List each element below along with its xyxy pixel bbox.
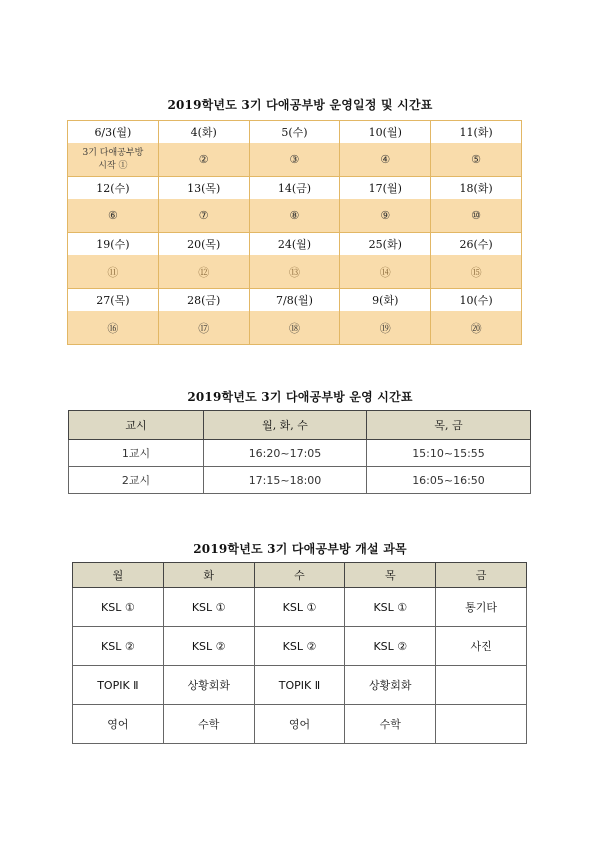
header-thu: 목: [345, 563, 436, 588]
subject-cell: 영어: [254, 705, 345, 744]
schedule-date: 28(금): [158, 289, 249, 312]
schedule-date: 17(월): [340, 177, 431, 200]
time-table-header-row: [69, 411, 531, 440]
schedule-date: 4(화): [158, 121, 249, 144]
time-cell: 15:10~15:55: [367, 440, 531, 467]
period-label: 1교시: [69, 440, 204, 467]
schedule-date: 27(목): [68, 289, 159, 312]
subjects-title: 2019학년도 3기 다애공부방 개설 과목: [193, 542, 407, 556]
time-cell: 17:15~18:00: [204, 467, 367, 494]
time-table: [68, 410, 531, 494]
schedule-date: 20(목): [158, 233, 249, 256]
subject-cell: [436, 666, 527, 705]
subject-cell: 수학: [163, 705, 254, 744]
subject-cell: KSL ②: [163, 627, 254, 666]
schedule-date: 26(수): [431, 233, 522, 256]
schedule-date: 19(수): [68, 233, 159, 256]
subject-cell: [436, 705, 527, 744]
start-label-line1: 3기 다애공부방: [82, 147, 144, 158]
time-cell: 16:20~17:05: [204, 440, 367, 467]
session-number: ⑪: [68, 255, 159, 289]
schedule-date: 7/8(월): [249, 289, 340, 312]
schedule-session-row: [68, 311, 522, 345]
schedule-date-row: [68, 177, 522, 200]
header-mon-wed: 월, 화, 수: [204, 411, 367, 440]
subject-cell: KSL ①: [254, 588, 345, 627]
subject-cell: KSL ①: [163, 588, 254, 627]
session-number: ③: [249, 143, 340, 177]
schedule-date: 10(월): [340, 121, 431, 144]
header-wed: 수: [254, 563, 345, 588]
subject-cell: 상황회화: [345, 666, 436, 705]
header-fri: 금: [436, 563, 527, 588]
session-number: ⑬: [249, 255, 340, 289]
start-label-line2: 시작 ①: [98, 160, 128, 171]
session-number: ⑮: [431, 255, 522, 289]
schedule-start-cell: [68, 143, 159, 177]
session-number: ⑧: [249, 199, 340, 233]
schedule-session-row: [68, 199, 522, 233]
table-row: [73, 627, 527, 666]
session-number: ⑤: [431, 143, 522, 177]
session-number: ⑫: [158, 255, 249, 289]
schedule-session-row: [68, 143, 522, 177]
subject-cell: 영어: [73, 705, 164, 744]
schedule-date: 11(화): [431, 121, 522, 144]
schedule-date: 14(금): [249, 177, 340, 200]
schedule-date: 13(목): [158, 177, 249, 200]
session-number: ⑰: [158, 311, 249, 345]
schedule-date: 9(화): [340, 289, 431, 312]
table-row: [73, 666, 527, 705]
header-tue: 화: [163, 563, 254, 588]
session-number: ⑲: [340, 311, 431, 345]
subject-cell: KSL ①: [345, 588, 436, 627]
header-thu-fri: 목, 금: [367, 411, 531, 440]
session-number: ⑦: [158, 199, 249, 233]
session-number: ②: [158, 143, 249, 177]
subject-cell: TOPIK Ⅱ: [73, 666, 164, 705]
subject-cell: TOPIK Ⅱ: [254, 666, 345, 705]
subjects-table: [72, 562, 527, 744]
schedule-date: 10(수): [431, 289, 522, 312]
schedule-date: 6/3(월): [68, 121, 159, 144]
subject-cell: 통기타: [436, 588, 527, 627]
session-number: ⑱: [249, 311, 340, 345]
table-row: [69, 467, 531, 494]
schedule-table: [67, 120, 522, 345]
subject-cell: KSL ①: [73, 588, 164, 627]
schedule-title: 2019학년도 3기 다애공부방 운영일정 및 시간표: [167, 98, 433, 112]
subjects-header-row: [73, 563, 527, 588]
schedule-date-row: [68, 289, 522, 312]
schedule-date: 12(수): [68, 177, 159, 200]
subject-cell: 사진: [436, 627, 527, 666]
table-row: [73, 705, 527, 744]
table-row: [69, 440, 531, 467]
schedule-date: 25(화): [340, 233, 431, 256]
session-number: ⑳: [431, 311, 522, 345]
session-number: ⑥: [68, 199, 159, 233]
period-label: 2교시: [69, 467, 204, 494]
subject-cell: 수학: [345, 705, 436, 744]
subject-cell: 상황회화: [163, 666, 254, 705]
timetable-title: 2019학년도 3기 다애공부방 운영 시간표: [187, 390, 413, 404]
schedule-session-row: [68, 255, 522, 289]
session-number: ⑭: [340, 255, 431, 289]
header-period: 교시: [69, 411, 204, 440]
subject-cell: KSL ②: [345, 627, 436, 666]
schedule-date: 24(월): [249, 233, 340, 256]
schedule-date-row: [68, 233, 522, 256]
schedule-date: 5(수): [249, 121, 340, 144]
header-mon: 월: [73, 563, 164, 588]
session-number: ⑨: [340, 199, 431, 233]
subject-cell: KSL ②: [254, 627, 345, 666]
schedule-date-row: [68, 121, 522, 144]
time-cell: 16:05~16:50: [367, 467, 531, 494]
schedule-date: 18(화): [431, 177, 522, 200]
session-number: ⑯: [68, 311, 159, 345]
session-number: ⑩: [431, 199, 522, 233]
table-row: [73, 588, 527, 627]
subject-cell: KSL ②: [73, 627, 164, 666]
session-number: ④: [340, 143, 431, 177]
